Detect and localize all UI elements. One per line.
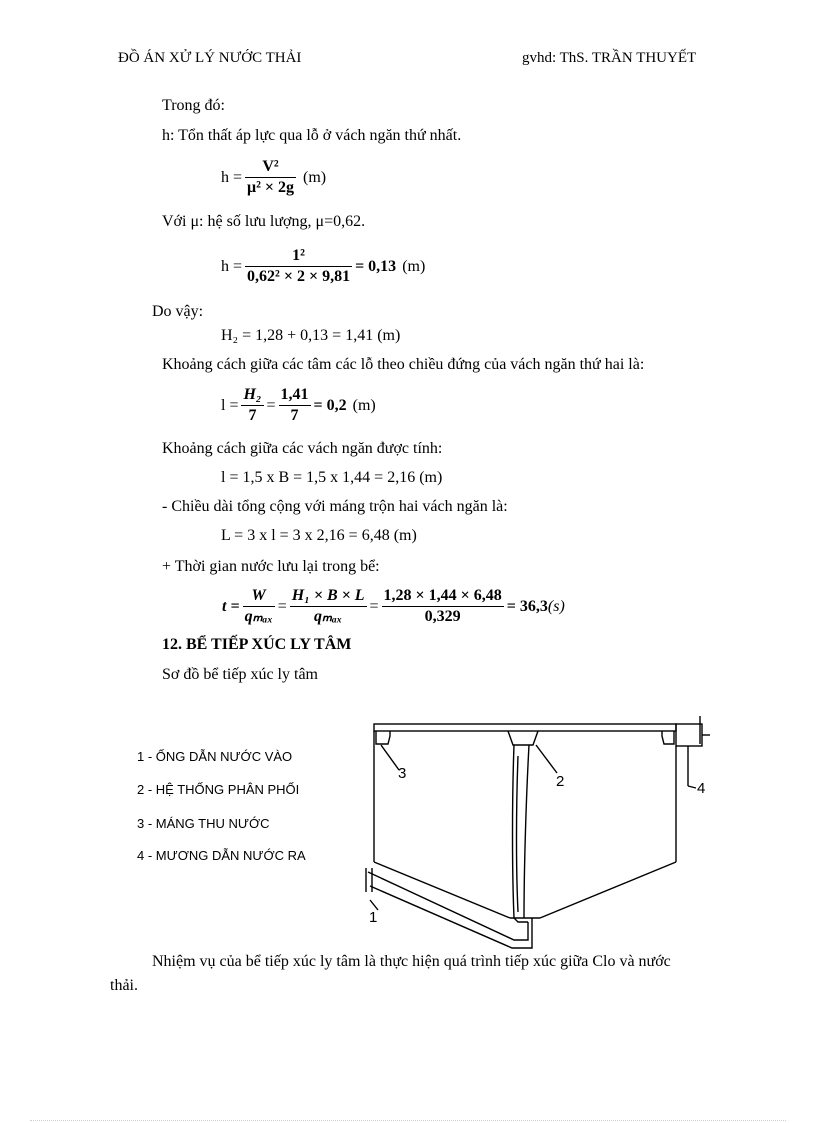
text-nhiem-vu-line-2: thải. xyxy=(110,977,138,994)
text-chieu-dai: - Chiều dài tổng cộng với máng trộn hai vách ngăn là: xyxy=(162,498,508,515)
eq3-unit: (m) xyxy=(352,396,376,414)
equation-retention-time: t = $\frac{W}{\text{qₘₐₓ}}$ = $\frac{\text{H₁ × B × L}}{\text{qₘₐₓ}}$ = $\frac{1,28 \times 1,44 \times 6,48}{0,329}$ = 36,3 (s) xyxy=(222,587,565,625)
text-thoi-gian: + Thời gian nước lưu lại trong bể: xyxy=(162,558,380,575)
header-right: gvhd: ThS. TRẦN THUYẾT xyxy=(522,50,697,66)
eq4-unit: (s) xyxy=(547,597,565,615)
central-distributor xyxy=(508,731,538,745)
page-bottom-rule xyxy=(30,1120,786,1121)
tank-diagram xyxy=(355,712,715,952)
text-L-equation: L = 3 x l = 3 x 2,16 = 6,48 (m) xyxy=(221,527,417,544)
eq2-denominator: 0,62² × 2 × 9,81 xyxy=(247,268,351,285)
eq3-result: = 0,2 xyxy=(313,396,347,414)
equation-h-formula xyxy=(221,157,326,198)
eq1-fraction xyxy=(245,157,296,198)
text-trong-do: Trong đó: xyxy=(162,97,225,114)
eq4-denominator-3: 0,329 xyxy=(424,608,461,625)
outlet-channel xyxy=(676,724,702,746)
eq3-fraction-1 xyxy=(241,385,263,426)
eq3-denominator-2: 7 xyxy=(290,407,299,424)
label-2: 2 xyxy=(556,773,565,790)
label-4: 4 xyxy=(697,780,706,797)
eq2-numerator: 1² xyxy=(245,246,352,267)
tank-top-slab xyxy=(374,724,676,731)
text-h2-equation: H₂ = 1,28 + 0,13 = 1,41 (m) xyxy=(221,327,401,344)
eq2-lhs: h = xyxy=(221,257,243,275)
eq3-numerator-2: 1,41 xyxy=(279,385,311,406)
inlet-pipe-outer xyxy=(368,872,528,940)
label-1: 1 xyxy=(369,909,378,926)
bottom-right-slope xyxy=(540,862,676,918)
right-trough xyxy=(662,731,674,744)
eq2-fraction xyxy=(245,246,352,287)
legend-item-4: 4 - MƯƠNG DẪN NƯỚC RA xyxy=(137,848,306,863)
eq3-numerator-1: H₂ xyxy=(241,385,263,406)
text-so-do: Sơ đồ bể tiếp xúc ly tâm xyxy=(162,666,318,683)
bottom-left-slope xyxy=(374,862,510,918)
text-nhiem-vu-line-1: Nhiệm vụ của bể tiếp xúc ly tâm là thực hiện quá trình tiếp xúc giữa Clo và nước xyxy=(152,953,671,970)
eq4-denominator-2: qₘₐₓ xyxy=(314,608,343,625)
label-3: 3 xyxy=(398,765,407,782)
eq1-denominator: μ² × 2g xyxy=(247,179,295,196)
eq1-numerator: V² xyxy=(245,157,296,178)
eq2-unit: (m) xyxy=(402,257,426,275)
legend-item-3: 3 - MÁNG THU NƯỚC xyxy=(137,816,270,831)
eq3-fraction-2 xyxy=(279,385,311,426)
text-voi-mu: Với μ: hệ số lưu lượng, μ=0,62. xyxy=(162,213,366,230)
equation-l-spacing: l = $\frac{\text{H₂}}{7}$ = $\frac{1,41}{7}$ = 0,2 (m) xyxy=(221,386,376,424)
text-khoang-cach-vach: Khoảng cách giữa các vách ngăn được tính: xyxy=(162,440,443,457)
legend-item-1: 1 - ỐNG DẪN NƯỚC VÀO xyxy=(137,749,293,764)
eq4-fraction-3 xyxy=(382,586,504,627)
eq4-fraction-1 xyxy=(243,586,275,627)
text-l-equation: l = 1,5 x B = 1,5 x 1,44 = 2,16 (m) xyxy=(221,469,443,486)
left-trough xyxy=(376,731,390,744)
equation-h-value xyxy=(221,246,425,287)
section-title: 12. BỂ TIẾP XÚC LY TÂM xyxy=(162,636,352,653)
eq4-fraction-2 xyxy=(290,586,367,627)
text-do-vay: Do vậy: xyxy=(152,303,204,320)
eq4-denominator-1: qₘₐₓ xyxy=(244,608,273,625)
text-khoang-cach-tam: Khoảng cách giữa các tâm các lỗ theo chiều đứng của vách ngăn thứ hai là: xyxy=(162,356,645,373)
eq4-numerator-1: W xyxy=(243,586,275,607)
eq3-lhs: l = xyxy=(221,396,239,414)
eq4-lhs: t = xyxy=(222,597,240,615)
eq2-result: = 0,13 xyxy=(355,257,397,275)
eq3-denominator-1: 7 xyxy=(248,407,257,424)
eq1-unit: (m) xyxy=(303,168,327,186)
eq1-lhs: h = xyxy=(221,168,243,186)
eq4-numerator-2: H₁ × B × L xyxy=(290,586,367,607)
eq4-result: = 36,3 xyxy=(506,597,548,615)
legend-item-2: 2 - HỆ THỐNG PHÂN PHỐI xyxy=(137,782,300,797)
eq4-numerator-3: 1,28 × 1,44 × 6,48 xyxy=(382,586,504,607)
header-left: ĐỒ ÁN XỬ LÝ NƯỚC THẢI xyxy=(118,50,302,66)
text-h-definition: h: Tổn thất áp lực qua lỗ ở vách ngăn thứ nhất. xyxy=(162,127,462,144)
